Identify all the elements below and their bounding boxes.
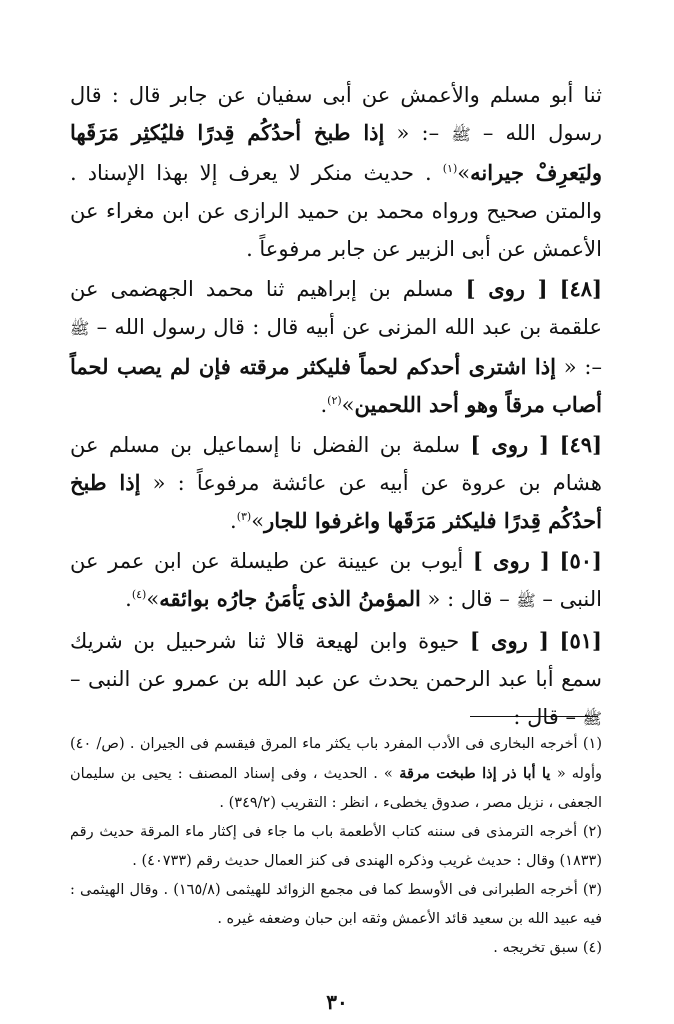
footnote-ref-1: (١) — [442, 162, 458, 175]
salawat-symbol: ﷺ — [451, 125, 471, 144]
footnote-ref-3: (٣) — [236, 510, 252, 523]
hadith-47-text-b: –: « — [396, 121, 440, 145]
hadith-51-text-a: حيوة وابن لهيعة قالا ثنا شرحبيل بن شريك سمع أبا عبد الرحمن يحدث عن عبد الله بن عمرو عن النبى – — [70, 629, 602, 691]
hadith-50-text-b: – قال : « — [427, 587, 510, 611]
hadith-48 — [70, 270, 602, 424]
page-number: ٣٠ — [326, 990, 348, 1014]
salawat-symbol: ﷺ — [582, 709, 602, 728]
hadith-49-rawa: [ روى ] — [470, 432, 550, 457]
hadith-48-rawa: [ روى ] — [465, 276, 548, 301]
main-text — [70, 76, 602, 740]
hadith-47 — [70, 76, 602, 268]
hadith-48-end: . — [320, 393, 328, 417]
hadith-49 — [70, 426, 602, 540]
hadith-48-text-b: –: « — [563, 355, 602, 379]
hadith-50 — [70, 542, 602, 620]
footnote-ref-4: (٤) — [131, 588, 147, 601]
hadith-47-text-a: ثنا أبو مسلم والأعمش عن أبى سفيان عن جابر قال : قال رسول الله – — [70, 83, 602, 145]
hadith-47-text-c: . حديث منكر لا يعرف إلا بهذا الإسناد . والمتن صحيح ورواه محمد بن حميد الرازى عن ابن مغراء عن الأعمش عن أبى الزبير عن جابر مرفوعاً . — [70, 161, 602, 261]
hadith-50-end: . — [125, 587, 132, 611]
footnote-1-text-b: » . الحديث ، وفى إسناد المصنف : يحيى بن سليمان الجعفى ، نزيل مصر ، صدوق يخطىء ، انظر : التقريب (٣٤٩/٢) . — [70, 766, 602, 811]
salawat-symbol: ﷺ — [70, 319, 90, 338]
footnote-2: (٢) أخرجه الترمذى فى سننه كتاب الأطعمة باب ما جاء فى إكثار ماء المرقة حديث رقم (١٨٣٣) وقال : حديث غريب وذكره الهندى فى كنز العمال حديث رقم (٤٠٧٣٣) . — [70, 824, 602, 869]
footnote-3: (٣) أخرجه الطبرانى فى الأوسط كما فى مجمع الزوائد للهيثمى (١٦٥/٨) . وقال الهيثمى : فيه عبيد الله بن سعيد قائد الأعمش وثقه ابن حبان وضعفه غيره . — [70, 882, 602, 927]
footnote-4: (٤) سبق تخريجه . — [493, 940, 602, 956]
hadith-50-close: » — [146, 587, 160, 611]
footnote-ref-2: (٢) — [327, 394, 342, 407]
hadith-49-number: [٤٩] — [559, 432, 602, 457]
hadith-48-number: [٤٨] — [559, 276, 602, 301]
hadith-49-quote: إذا طبخ أحدُكُم قِدرًا فليكثر مَرَقَها واغرفوا للجار — [70, 470, 602, 533]
hadith-50-rawa: [ روى ] — [472, 548, 550, 573]
footnote-divider — [470, 716, 598, 717]
hadith-51-text-b: – قال : — [513, 705, 576, 729]
salawat-symbol: ﷺ — [516, 591, 536, 610]
footnotes — [70, 730, 602, 963]
hadith-51-number: [٥١] — [559, 628, 602, 653]
hadith-47-close: » — [457, 161, 471, 185]
hadith-51-rawa: [ روى ] — [469, 628, 549, 653]
hadith-48-quote: إذا اشترى أحدكم لحماً فليكثر مرقته فإن لم يصب لحماً أصاب مرقاً وهو أحد اللحمين — [70, 354, 602, 417]
hadith-50-text-a: أيوب بن عيينة عن طيسلة عن ابن عمر عن النبى – — [70, 549, 602, 611]
hadith-47-quote: إذا طبخ أحدُكُم قِدرًا فليُكثِر مَرَقَها وليَعرِفْ جيرانه — [70, 120, 602, 185]
footnote-1 — [70, 730, 602, 818]
hadith-48-close: » — [341, 393, 355, 417]
hadith-51 — [70, 622, 602, 738]
hadith-49-close: » — [251, 509, 265, 533]
hadith-50-number: [٥٠] — [559, 548, 602, 573]
hadith-48-text-a: مسلم بن إبراهيم ثنا محمد الجهضمى عن علقمة بن عبد الله المزنى عن أبيه قال : قال رسول الله – — [70, 277, 602, 339]
footnote-1-text-a: (١) أخرجه البخارى فى الأدب المفرد باب يكثر ماء المرق فيقسم فى الجيران . (ص/ ٤٠) وأوله « — [70, 736, 602, 782]
hadith-49-end: . — [230, 509, 237, 533]
footnote-1-bold: يا أبا ذر إذا طبخت مرقة — [392, 765, 557, 782]
hadith-49-text-a: سلمة بن الفضل نا إسماعيل بن مسلم عن هشام بن عروة عن أبيه عن عائشة مرفوعاً : « — [70, 433, 602, 495]
hadith-50-quote: المؤمنُ الذى يَأمَنُ جارُه بوائقه — [159, 586, 421, 611]
